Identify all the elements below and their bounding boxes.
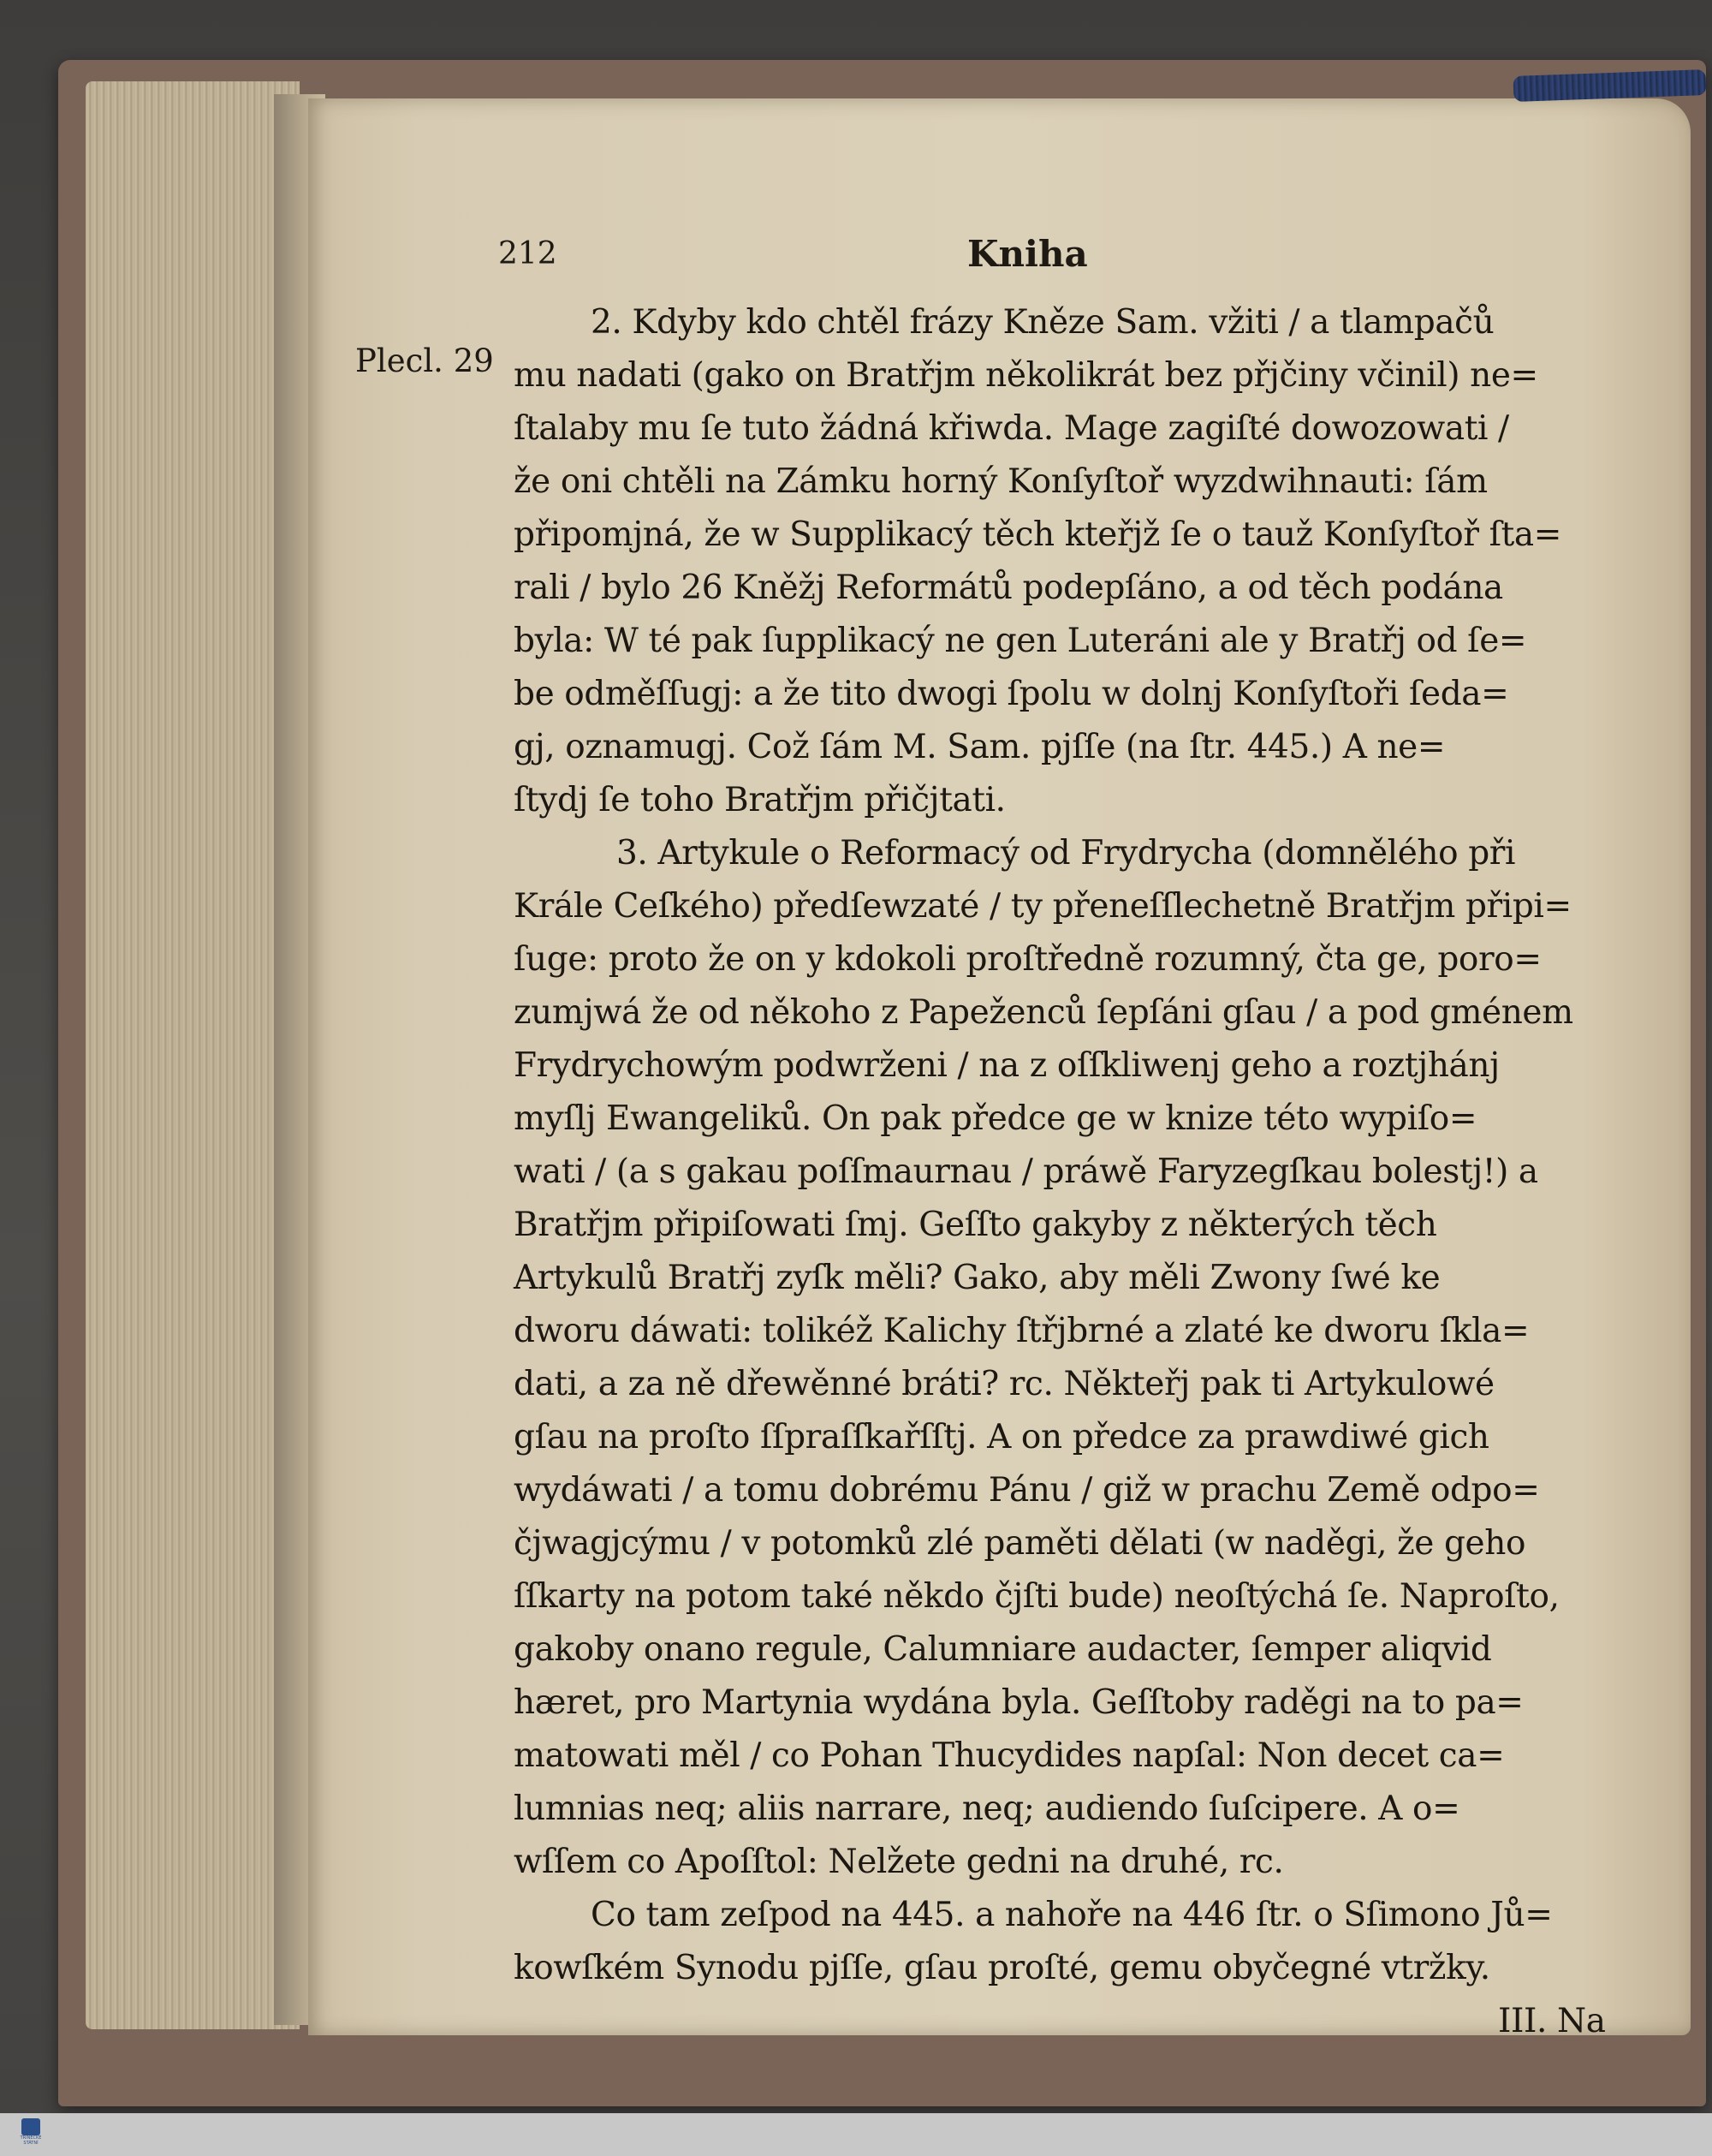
text-line: ſtalaby mu ſe tuto žádná křiwda. Mage zagiſté dowozowati / — [514, 409, 1509, 448]
text-line: Co tam zeſpod na 445. a nahoře na 446 ſtr. o Sſimono Jů= — [591, 1896, 1553, 1934]
text-line: ſuge: proto že on y kdokoli proſtředně rozumný, čta ge, poro= — [514, 940, 1542, 979]
text-line: rali / bylo 26 Kněžj Reformátů podepſáno, a od těch podána — [514, 569, 1503, 607]
page-edges — [86, 81, 300, 2029]
text-line: Artykulů Bratřj zyſk měli? Gako, aby měli Zwony ſwé ke — [514, 1259, 1441, 1297]
catchword: III. Na — [1498, 2002, 1606, 2040]
text-line: 2. Kdyby kdo chtěl frázy Kněze Sam. vžiti / a tlampačů — [591, 303, 1495, 342]
text-line: gſau na proſto ſſpraſſkařſſtj. A on předce za prawdiwé gich — [514, 1418, 1489, 1456]
text-line: připomjná, že w Supplikacý těch kteřjž ſe o tauž Konſyſtoř ſta= — [514, 515, 1562, 554]
text-line: dati, a za ně dřewěnné bráti? rc. Někteřj pak ti Artykulowé — [514, 1365, 1495, 1403]
text-line: Bratřjm připiſowati ſmj. Geſſto gakyby z některých těch — [514, 1206, 1437, 1244]
library-logo-icon — [21, 2118, 40, 2135]
text-line: myſlj Ewangeliků. On pak předce ge w knize této wypiſo= — [514, 1099, 1477, 1138]
text-line: mu nadati (gako on Bratřjm několikrát bez přjčiny včinil) ne= — [514, 356, 1538, 395]
text-line: 3. Artykule o Reformacý od Frydrycha (domněléhо při — [616, 834, 1516, 873]
page-number: 212 — [498, 236, 557, 271]
text-line: matowati měl / co Pohan Thucydides napſal: Non decet ca= — [514, 1736, 1505, 1775]
library-logo-text: TŘINECKÉ STÁTNÍ — [20, 2135, 42, 2146]
margin-note: Plecl. 29 — [355, 342, 494, 379]
running-title: Kniha — [967, 233, 1088, 275]
text-line: kowſkém Synodu pjſſe, gſau proſté, gemu obyčegné vtržky. — [514, 1949, 1490, 1987]
text-line: Frydrychowým podwrženi / na z oſſklіwenj geho a roztjhánj — [514, 1046, 1500, 1085]
text-line: wſſem co Apoſſtol: Nelžete gedni na druhé, rc. — [514, 1843, 1284, 1881]
text-line: lumnias neq; aliis narrare, neq; audiendo ſuſcipere. A o= — [514, 1790, 1460, 1828]
text-line: be odměſſugj: a že tito dwogi ſpolu w dolnj Konſyſtoři ſeda= — [514, 675, 1509, 713]
viewer-footer — [0, 2113, 1712, 2156]
text-line: čjwagjcýmu / v potomků zlé paměti dělati (w naděgi, že geho — [514, 1524, 1526, 1563]
text-line: ſtydj ſe toho Bratřjm přičjtati. — [514, 781, 1006, 819]
text-line: zumjwá že od někoho z Papeženců ſepſáni gſau / a pod gménem — [514, 993, 1573, 1032]
text-line: že oni chtěli na Zámku horný Konſyſtoř wyzdwihnauti: ſám — [514, 462, 1488, 501]
text-line: Krále Ceſkého) předſewzaté / ty přeneſſlechetně Bratřjm připi= — [514, 887, 1572, 926]
text-line: hæret, pro Martynia wydána byla. Geſſtoby raděgi na to pa= — [514, 1683, 1524, 1722]
text-line: wydáwati / a tomu dobrému Pánu / giž w prachu Země odpo= — [514, 1471, 1540, 1510]
text-line: ſſkarty na potom také někdo čjſti bude) neoſtýchá ſe. Naproſto, — [514, 1577, 1560, 1616]
library-logo — [14, 2118, 48, 2153]
text-line: gj, oznamugj. Což ſám M. Sam. pjſſe (na ſtr. 445.) A ne= — [514, 728, 1446, 766]
text-line: dworu dáwati: tolikéž Kalichy ſtřjbrné a zlaté ke dworu ſkla= — [514, 1312, 1530, 1350]
text-line: gakoby onano regule, Calumniare audacter, ſemper aliqvid — [514, 1630, 1492, 1669]
text-line: byla: W té pak ſupplikacý ne gen Luteráni ale y Bratřj od ſe= — [514, 622, 1527, 660]
text-line: wati / (a s gakau poſſmaurnau / práwě Faryzegſkau bolestj!) a — [514, 1152, 1538, 1191]
